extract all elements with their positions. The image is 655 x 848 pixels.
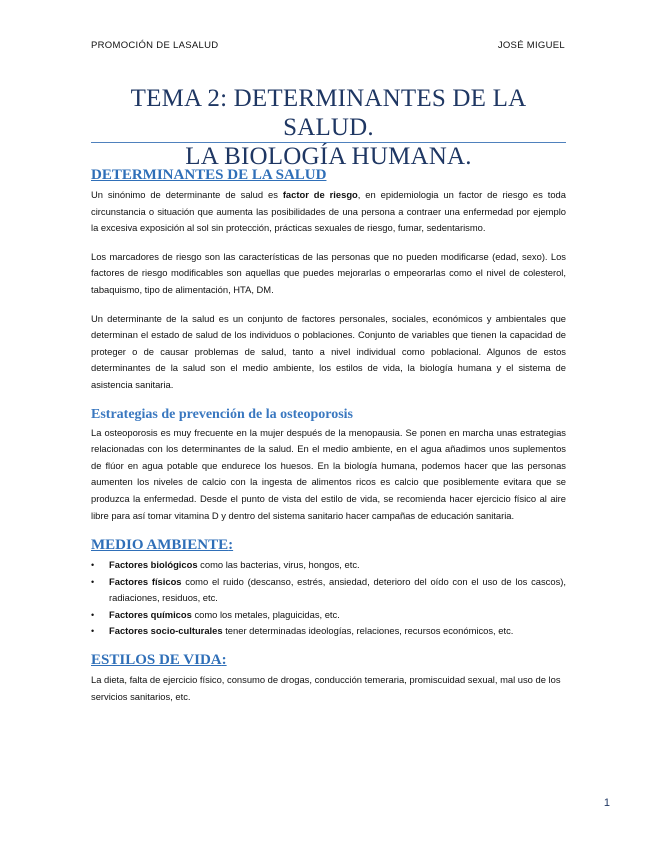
paragraph-determinante-definicion: Un determinante de la salud es un conjunto de factores personales, sociales, económicos y ambientales que determinan el estado de salud de los individuos o poblaciones. Conjunto de variables que tienen la capacidad de proteger o de causar problemas de salud, tanto a nivel individual como poblacional. Algunos de estos determinantes de la salud son el medio ambiente, los estilos de vida, la biología humana y el sistema de asistencia sanitaria. xyxy=(91,312,566,390)
bold-term: Factores físicos xyxy=(109,575,182,587)
text-run: , en epidemiologia un factor de riesgo es toda circunstancia o situación que aumenta las posibilidades de una persona a contraer una enfermedad por ejemplo la excesiva exposición al sol sin protección, prácticas sexuales de riesgo, fumar, sedentarismo. xyxy=(91,189,566,234)
document-body xyxy=(91,166,566,717)
title-line-1: TEMA 2: DETERMINANTES DE LA SALUD. xyxy=(130,85,527,141)
bullet-icon: • xyxy=(91,626,95,637)
list-item xyxy=(91,574,566,607)
bold-term: factor de riesgo xyxy=(282,189,358,200)
title-line-2: LA BIOLOGÍA HUMANA. xyxy=(185,143,472,170)
section-heading-medio-ambiente xyxy=(91,536,566,555)
paragraph-estilos-de-vida: La dieta, falta de ejercicio físico, consumo de drogas, conducción temeraria, promiscuidad sexual, mal uso de los servicios sanitarios, etc. xyxy=(91,674,561,702)
bold-term: Factores biológicos xyxy=(109,559,198,571)
text-run: como los metales, plaguicidas, etc. xyxy=(191,608,340,620)
text-run: como el ruido (descanso, estrés, ansiedad, deterioro del oído con el uso de los cascos), radiaciones, residuos, etc. xyxy=(109,575,566,604)
list-item xyxy=(91,607,566,624)
list-item xyxy=(91,557,566,574)
paragraph-osteoporosis: La osteoporosis es muy frecuente en la mujer después de la menopausia. Se ponen en marcha unas estrategias relacionadas con los determinantes de la salud. En el medio ambiente, en el agua añadimos unos suplementos de flúor en agua potable que endurece los huesos. En la biología humana, podemos hacer que las personas aumenten los niveles de calcio con la ingesta de alimentos ricos es calcio que posiblemente evitara que se produzca la enfermedad. Desde el punto de vista del estilo de vida, se recomienda hacer ejercicio físico al aire libre para así tomar vitamina D y dentro del sistema sanitario hacer campañas de educación sanitaria. xyxy=(91,426,566,521)
bullet-icon: • xyxy=(91,560,95,571)
heading-colon: : xyxy=(228,537,234,554)
bold-term: Factores socio-culturales xyxy=(109,625,223,637)
list-item xyxy=(91,623,566,640)
section-heading-determinantes: DETERMINANTES DE LA SALUD xyxy=(91,167,327,183)
bullet-icon: • xyxy=(91,609,95,620)
heading-text: MEDIO AMBIENTE xyxy=(91,537,229,554)
text-run: Un sinónimo de determinante de salud es xyxy=(91,189,283,200)
heading-text: ESTILOS DE VIDA xyxy=(91,652,222,669)
title-divider xyxy=(91,142,566,143)
bullet-icon: • xyxy=(91,576,95,587)
factor-list xyxy=(91,557,566,640)
page-number: 1 xyxy=(603,797,610,809)
bold-term: Factores químicos xyxy=(109,608,192,620)
section-heading-osteoporosis: Estrategias de prevención de la osteoporosis xyxy=(91,406,353,422)
paragraph-factor-riesgo xyxy=(91,187,566,237)
text-run: tener determinadas ideologías, relaciones, recursos económicos, etc. xyxy=(222,625,514,637)
header-course: PROMOCIÓN DE LASALUD xyxy=(91,40,219,51)
text-run: como las bacterias, virus, hongos, etc. xyxy=(197,559,360,571)
page-title xyxy=(91,84,566,171)
heading-colon: : xyxy=(221,652,227,669)
header-author: JOSÉ MIGUEL xyxy=(497,40,565,51)
section-heading-estilos-de-vida xyxy=(91,651,566,670)
paragraph-marcadores: Los marcadores de riesgo son las características de las personas que no pueden modificarse (edad, sexo). Los factores de riesgo modificables son aquellas que puedes mejorarlas o empeorarlas como el nivel de colesterol, tabaquismo, tipo de alimentación, HTA, DM. xyxy=(91,250,566,295)
